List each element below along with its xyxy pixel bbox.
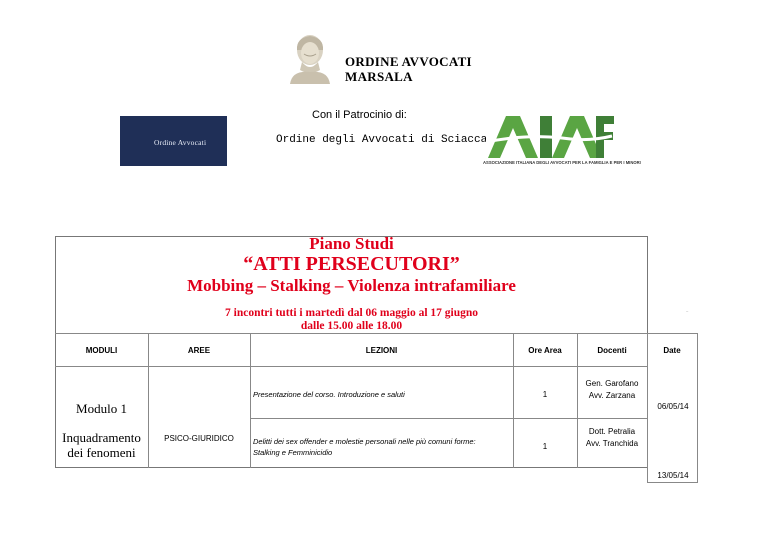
header-aree: AREE: [187, 346, 211, 355]
title-line5: dalle 15.00 alle 18.00: [300, 320, 403, 332]
module-subtitle-2: dei fenomeni: [67, 445, 136, 460]
title-line4: 7 incontri tutti i martedì dal 06 maggio al 17 giugno: [225, 307, 478, 319]
module-subtitle-1: Inquadramento: [62, 430, 141, 445]
hours-2: 1: [542, 442, 548, 451]
org-name-line1: ORDINE AVVOCATI: [345, 54, 472, 69]
hours-1: 1: [542, 390, 548, 399]
marsala-bust-logo: [282, 32, 338, 84]
title-line2: “ATTI PERSECUTORI”: [243, 253, 460, 275]
date-2: 13/05/14: [657, 471, 689, 480]
header-docenti: Docenti: [597, 346, 627, 355]
teacher-1b: Avv. Zarzana: [588, 391, 636, 400]
module-title: Modulo 1: [76, 401, 127, 416]
org-name-line2: MARSALA: [345, 69, 413, 84]
lesson-2-line2: Stalking e Femminicidio: [253, 448, 333, 457]
date-box-top: [647, 333, 697, 334]
teacher-1a: Gen. Garofano: [585, 379, 639, 388]
lesson-1-line1: Presentazione del corso. Introduzione e saluti: [253, 390, 405, 399]
teacher-2b: Avv. Tranchida: [585, 439, 639, 448]
table-header-line: [55, 366, 648, 367]
teacher-2a: Dott. Petralia: [588, 427, 636, 436]
lesson-2-line1: Delitti dei sex offender e molestie personali nelle più comuni forme:: [253, 437, 476, 446]
aiaf-text: AIAF: [686, 312, 689, 313]
area-label: PSICO-GIURIDICO: [164, 434, 234, 443]
aiaf-subtitle: ASSOCIAZIONE ITALIANA DEGLI AVVOCATI PER LA FAMIGLIA E PER I MINORI: [483, 160, 641, 165]
patronage-label: Con il Patrocinio di:: [312, 109, 407, 121]
header-date: Date: [663, 346, 681, 355]
sciacca-logo-text: Ordine Avvocati: [154, 138, 207, 147]
table-top-line: [55, 333, 648, 334]
header-ore: Ore Area: [528, 346, 562, 355]
header-moduli: MODULI: [85, 346, 118, 355]
title-line1: Piano Studi: [309, 234, 394, 253]
table-row-divider: [250, 418, 648, 419]
header-lezioni: LEZIONI: [365, 346, 398, 355]
date-1: 06/05/14: [657, 402, 689, 411]
title-line3: Mobbing – Stalking – Violenza intrafamiliare: [187, 276, 516, 295]
sciacca-bar-logo: [120, 116, 227, 166]
date-box-bottom: [647, 482, 697, 483]
sciacca-bar-name: Ordine degli Avvocati di Sciacca: [276, 134, 488, 146]
